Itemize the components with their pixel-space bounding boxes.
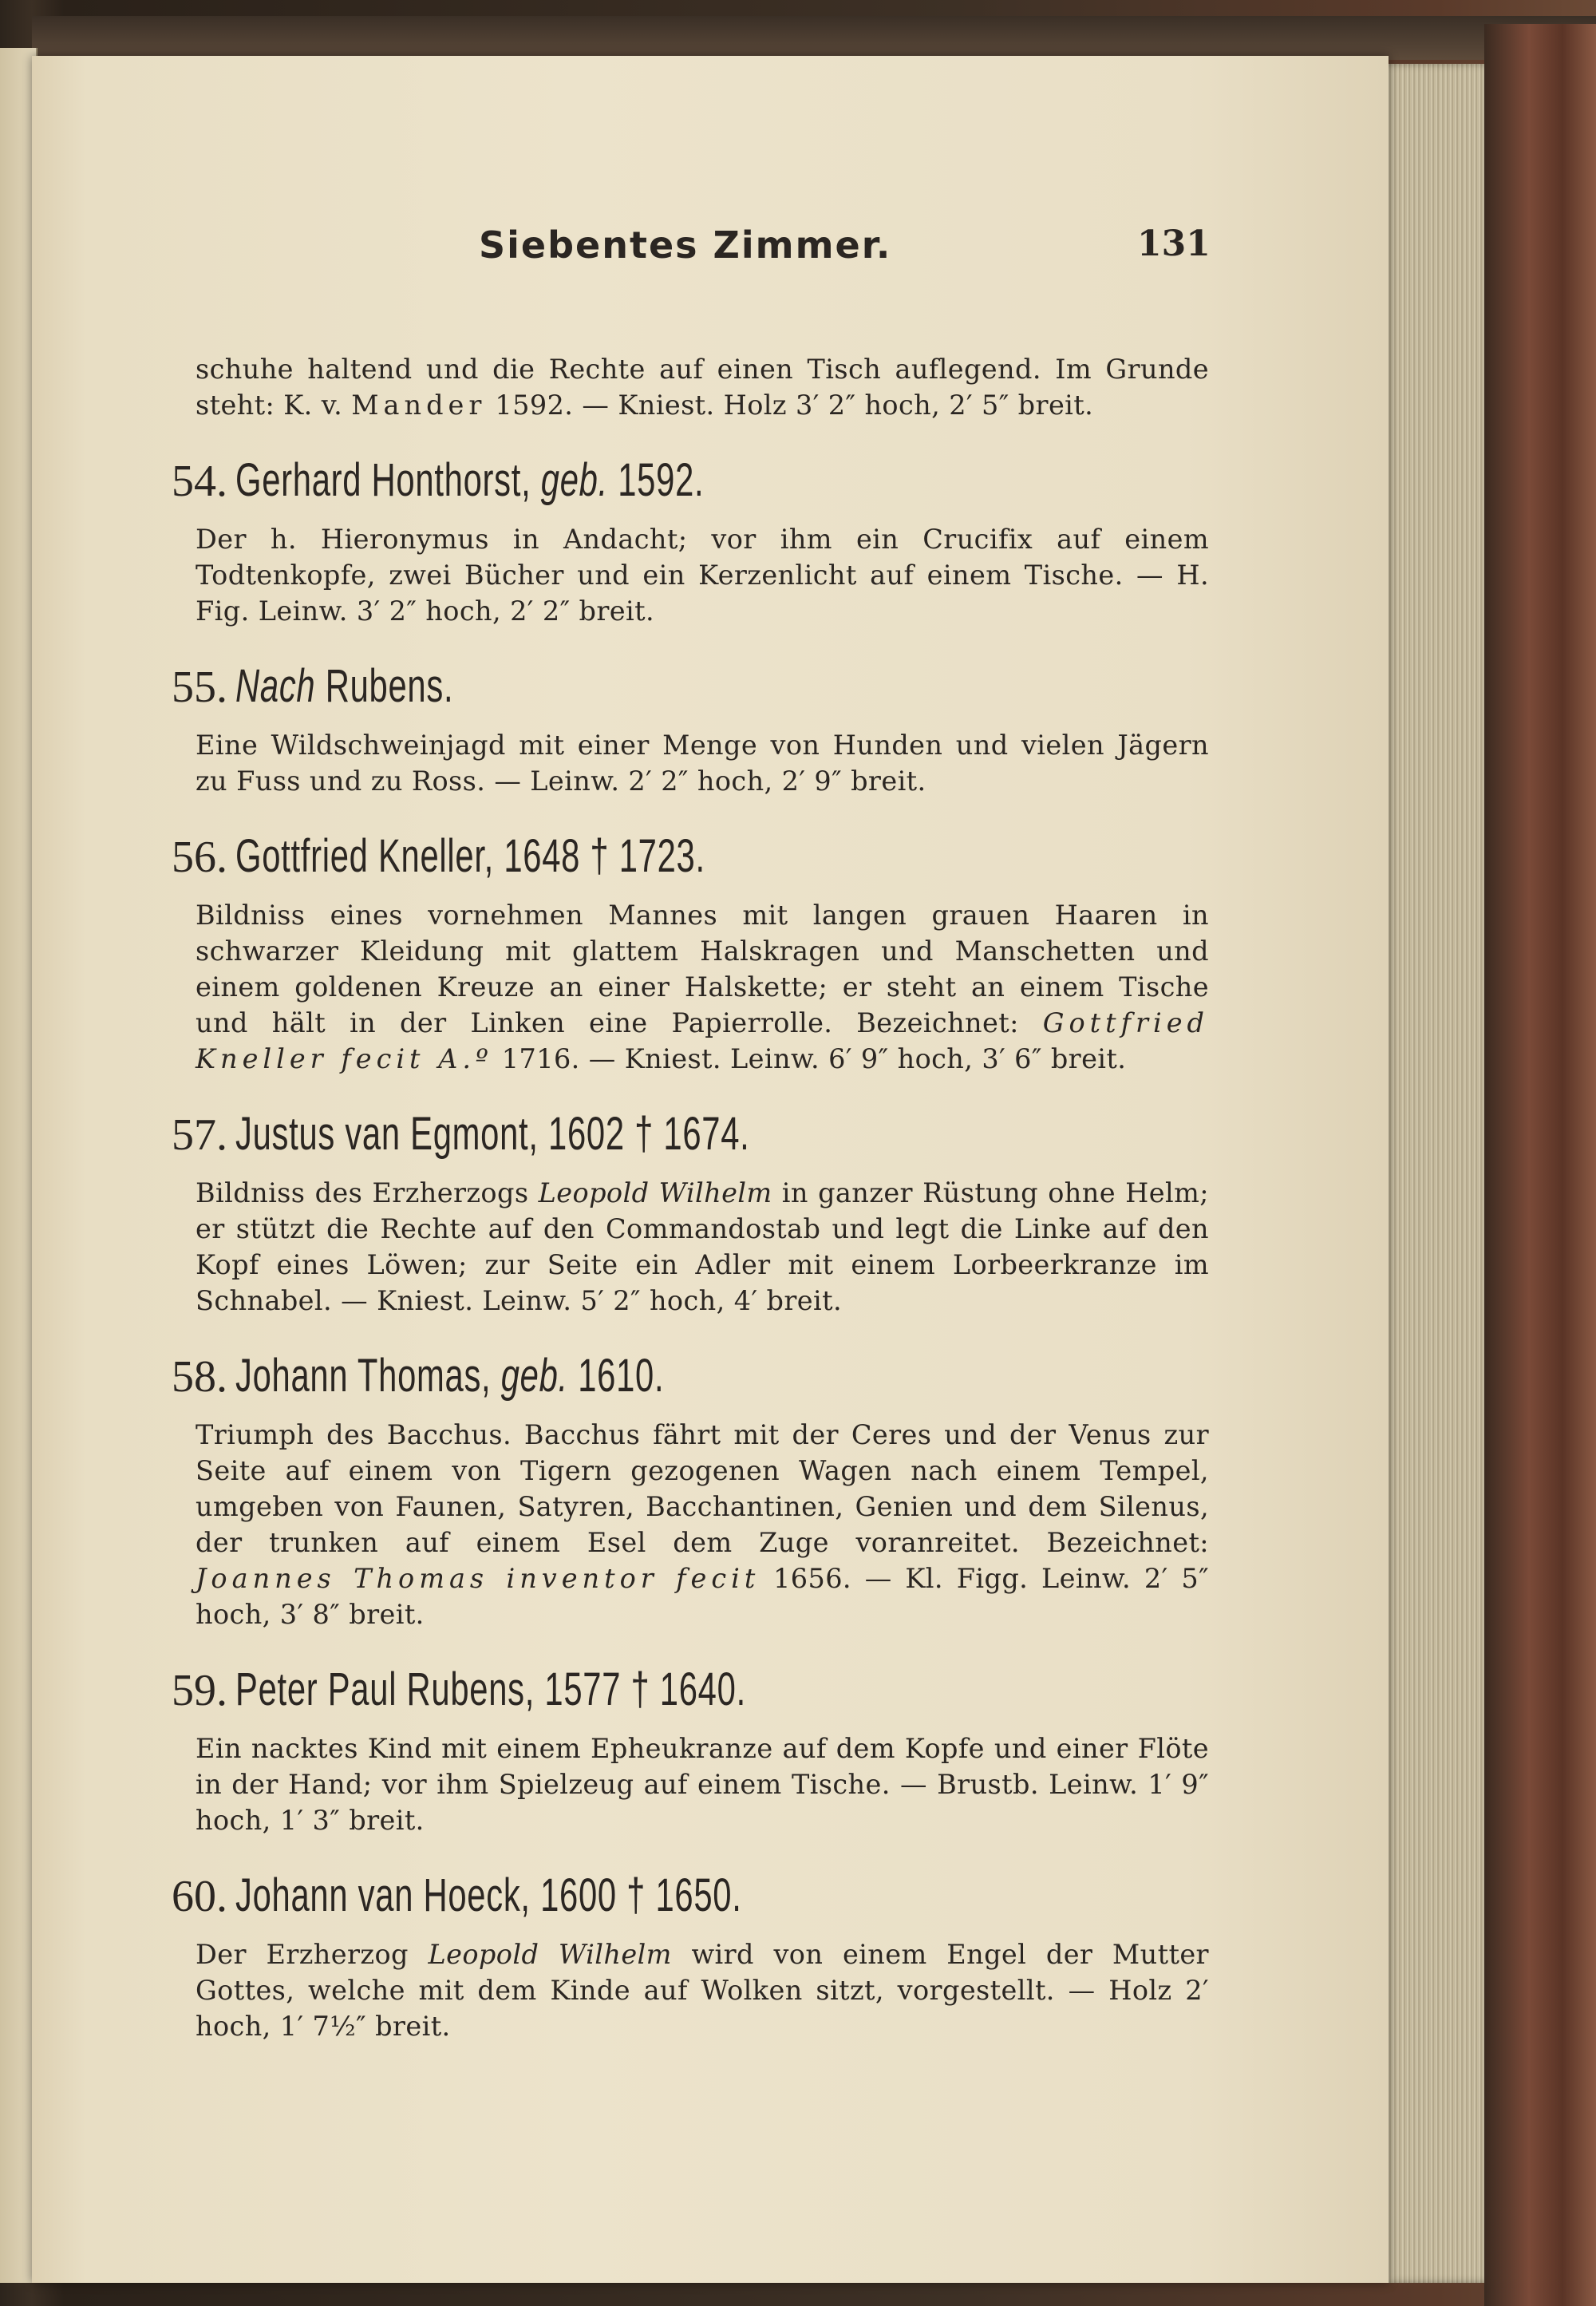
entry-number: 56. [172,833,227,882]
entry-description [196,897,1209,1077]
running-title: Siebentes Zimmer. [479,223,892,267]
entry-description: Der h. Hieronymus in Andacht; vor ihm ein Crucifix auf einem Todtenkopfe, zwei Bücher und ein Kerzenlicht auf einem Tische. — H. Fig. Leinw. 3′ 2″ hoch, 2′ 2″ breit. [196,524,1209,627]
running-head [32,223,1389,279]
artist-name [235,829,705,883]
entry-description: Eine Wildschweinjagd mit einer Menge von Hunden und vielen Jägern zu Fuss und zu Ross. — Leinw. 2′ 2″ hoch, 2′ 9″ breit. [196,730,1209,797]
page-block-edges [1373,64,1484,2283]
catalogue-entry [172,453,1209,629]
entry-description [196,1936,1209,2044]
artist-name [235,453,704,507]
catalogue-entry [172,829,1209,1077]
catalogue-entry [172,1663,1209,1838]
artist-name [235,1107,750,1161]
book-page [32,56,1389,2283]
artist-name [235,659,453,713]
artist-name [235,1663,746,1716]
cover-top-edge [32,16,1596,60]
artist-name-text: Johann van Hoeck, [235,1869,531,1921]
entry-heading [172,829,1209,883]
entry-heading [172,453,1209,507]
entry-heading [172,1107,1209,1161]
entry-heading [172,1869,1209,1922]
description-text: Bildniss eines vornehmen Mannes mit langen grauen Haaren in schwarzer Kleidung mit glattem Halskragen und Manschetten und einem goldenen Kreuze an einer Halskette; er steht an einem Tische und hält in der Linken eine Papierrolle. Bezeichnet: [196,900,1209,1038]
entry-number: 55. [172,663,227,712]
artist-dates: 1600 † 1650. [530,1869,742,1921]
catalogue-entry [172,1107,1209,1319]
entry-description [196,1417,1209,1632]
entry-description [196,1175,1209,1319]
intro-spaced-name: Mander [351,390,487,421]
artist-name-text: Justus van Egmont, [235,1108,539,1160]
sitter-name: Leopold Wilhelm [538,1177,772,1208]
description-text: Triumph des Bacchus. Bacchus fährt mit der Ceres und der Venus zur Seite auf einem von Tigern gezogenen Wagen nach einem Tempel, umgeben von Faunen, Satyren, Bacchantinen, Genien und dem Silenus, der trunken auf einem Esel dem Zuge voranreitet. Bezeichnet: [196,1419,1209,1558]
artist-name [235,1349,664,1402]
catalogue-entry [172,1349,1209,1632]
page-number: 131 [1137,223,1211,264]
artist-dates: 1602 † 1674. [538,1108,750,1160]
catalogue-entry [172,659,1209,799]
entry-number: 59. [172,1666,227,1715]
entry-heading [172,1663,1209,1716]
catalogue-entry [172,1869,1209,2044]
description-text-end: wird von einem Engel der Mutter Gottes, welche mit dem Kinde auf Wolken sitzt, vorgestellt. — Holz 2′ hoch, 1′ 7½″ breit. [196,1939,1209,2042]
entry-number: 54. [172,457,227,506]
entry-number: 57. [172,1110,227,1160]
text-block [172,351,1209,2044]
artist-attribution: Nach [235,660,316,712]
entry-heading [172,1349,1209,1402]
artist-dates: 1577 † 1640. [535,1663,746,1715]
description-text-end: 1656. — Kl. Figg. Leinw. 2′ 5″ hoch, 3′ 8″ breit. [196,1563,1209,1630]
description-text: Der Erzherzog [196,1939,429,1970]
artist-born-label: geb. [500,1350,568,1402]
artist-name-text: Gottfried Kneller, [235,830,494,882]
artist-dates: 1648 † 1723. [494,830,705,882]
intro-text: schuhe haltend und die Rechte auf einen Tisch auflegend. Im Grunde steht: K. v. [196,354,1209,421]
intro-paragraph [196,351,1209,423]
entry-number: 58. [172,1352,227,1402]
artist-dates: 1610. [567,1350,665,1402]
signature-inscription: Joannes Thomas inventor fecit [196,1563,760,1594]
sitter-name: Leopold Wilhelm [428,1939,672,1970]
artist-name [235,1869,742,1922]
entry-heading [172,659,1209,713]
signature-inscription: Gottfried Kneller fecit A.º [196,1007,1209,1074]
description-text-end: in ganzer Rüstung ohne Helm; er stützt die Rechte auf den Commandostab und legt die Linke auf den Kopf eines Löwen; zur Seite ein Adler mit einem Lorbeerkranze im Schnabel. — Kniest. Leinw. 5′ 2″ hoch, 4′ breit. [196,1177,1209,1316]
page-content [32,56,1389,2283]
cover-right-edge [1484,24,1596,2306]
artist-name-text: Rubens. [315,660,454,712]
entry-number: 60. [172,1872,227,1921]
artist-dates: 1592. [607,454,705,506]
artist-name-text: Peter Paul Rubens, [235,1663,535,1715]
description-text: Bildniss des Erzherzogs [196,1177,539,1208]
artist-born-label: geb. [540,454,608,506]
artist-name-text: Gerhard Honthorst, [235,454,531,506]
description-text-end: 1716. — Kniest. Leinw. 6′ 9″ hoch, 3′ 6″ breit. [492,1043,1127,1074]
intro-text-end: 1592. — Kniest. Holz 3′ 2″ hoch, 2′ 5″ breit. [486,390,1094,421]
entry-description: Ein nacktes Kind mit einem Epheukranze auf dem Kopfe und einer Flöte in der Hand; vor ihm Spielzeug auf einem Tische. — Brustb. Leinw. 1′ 9″ hoch, 1′ 3″ breit. [196,1733,1209,1836]
artist-name-text: Johann Thomas, [235,1350,492,1402]
